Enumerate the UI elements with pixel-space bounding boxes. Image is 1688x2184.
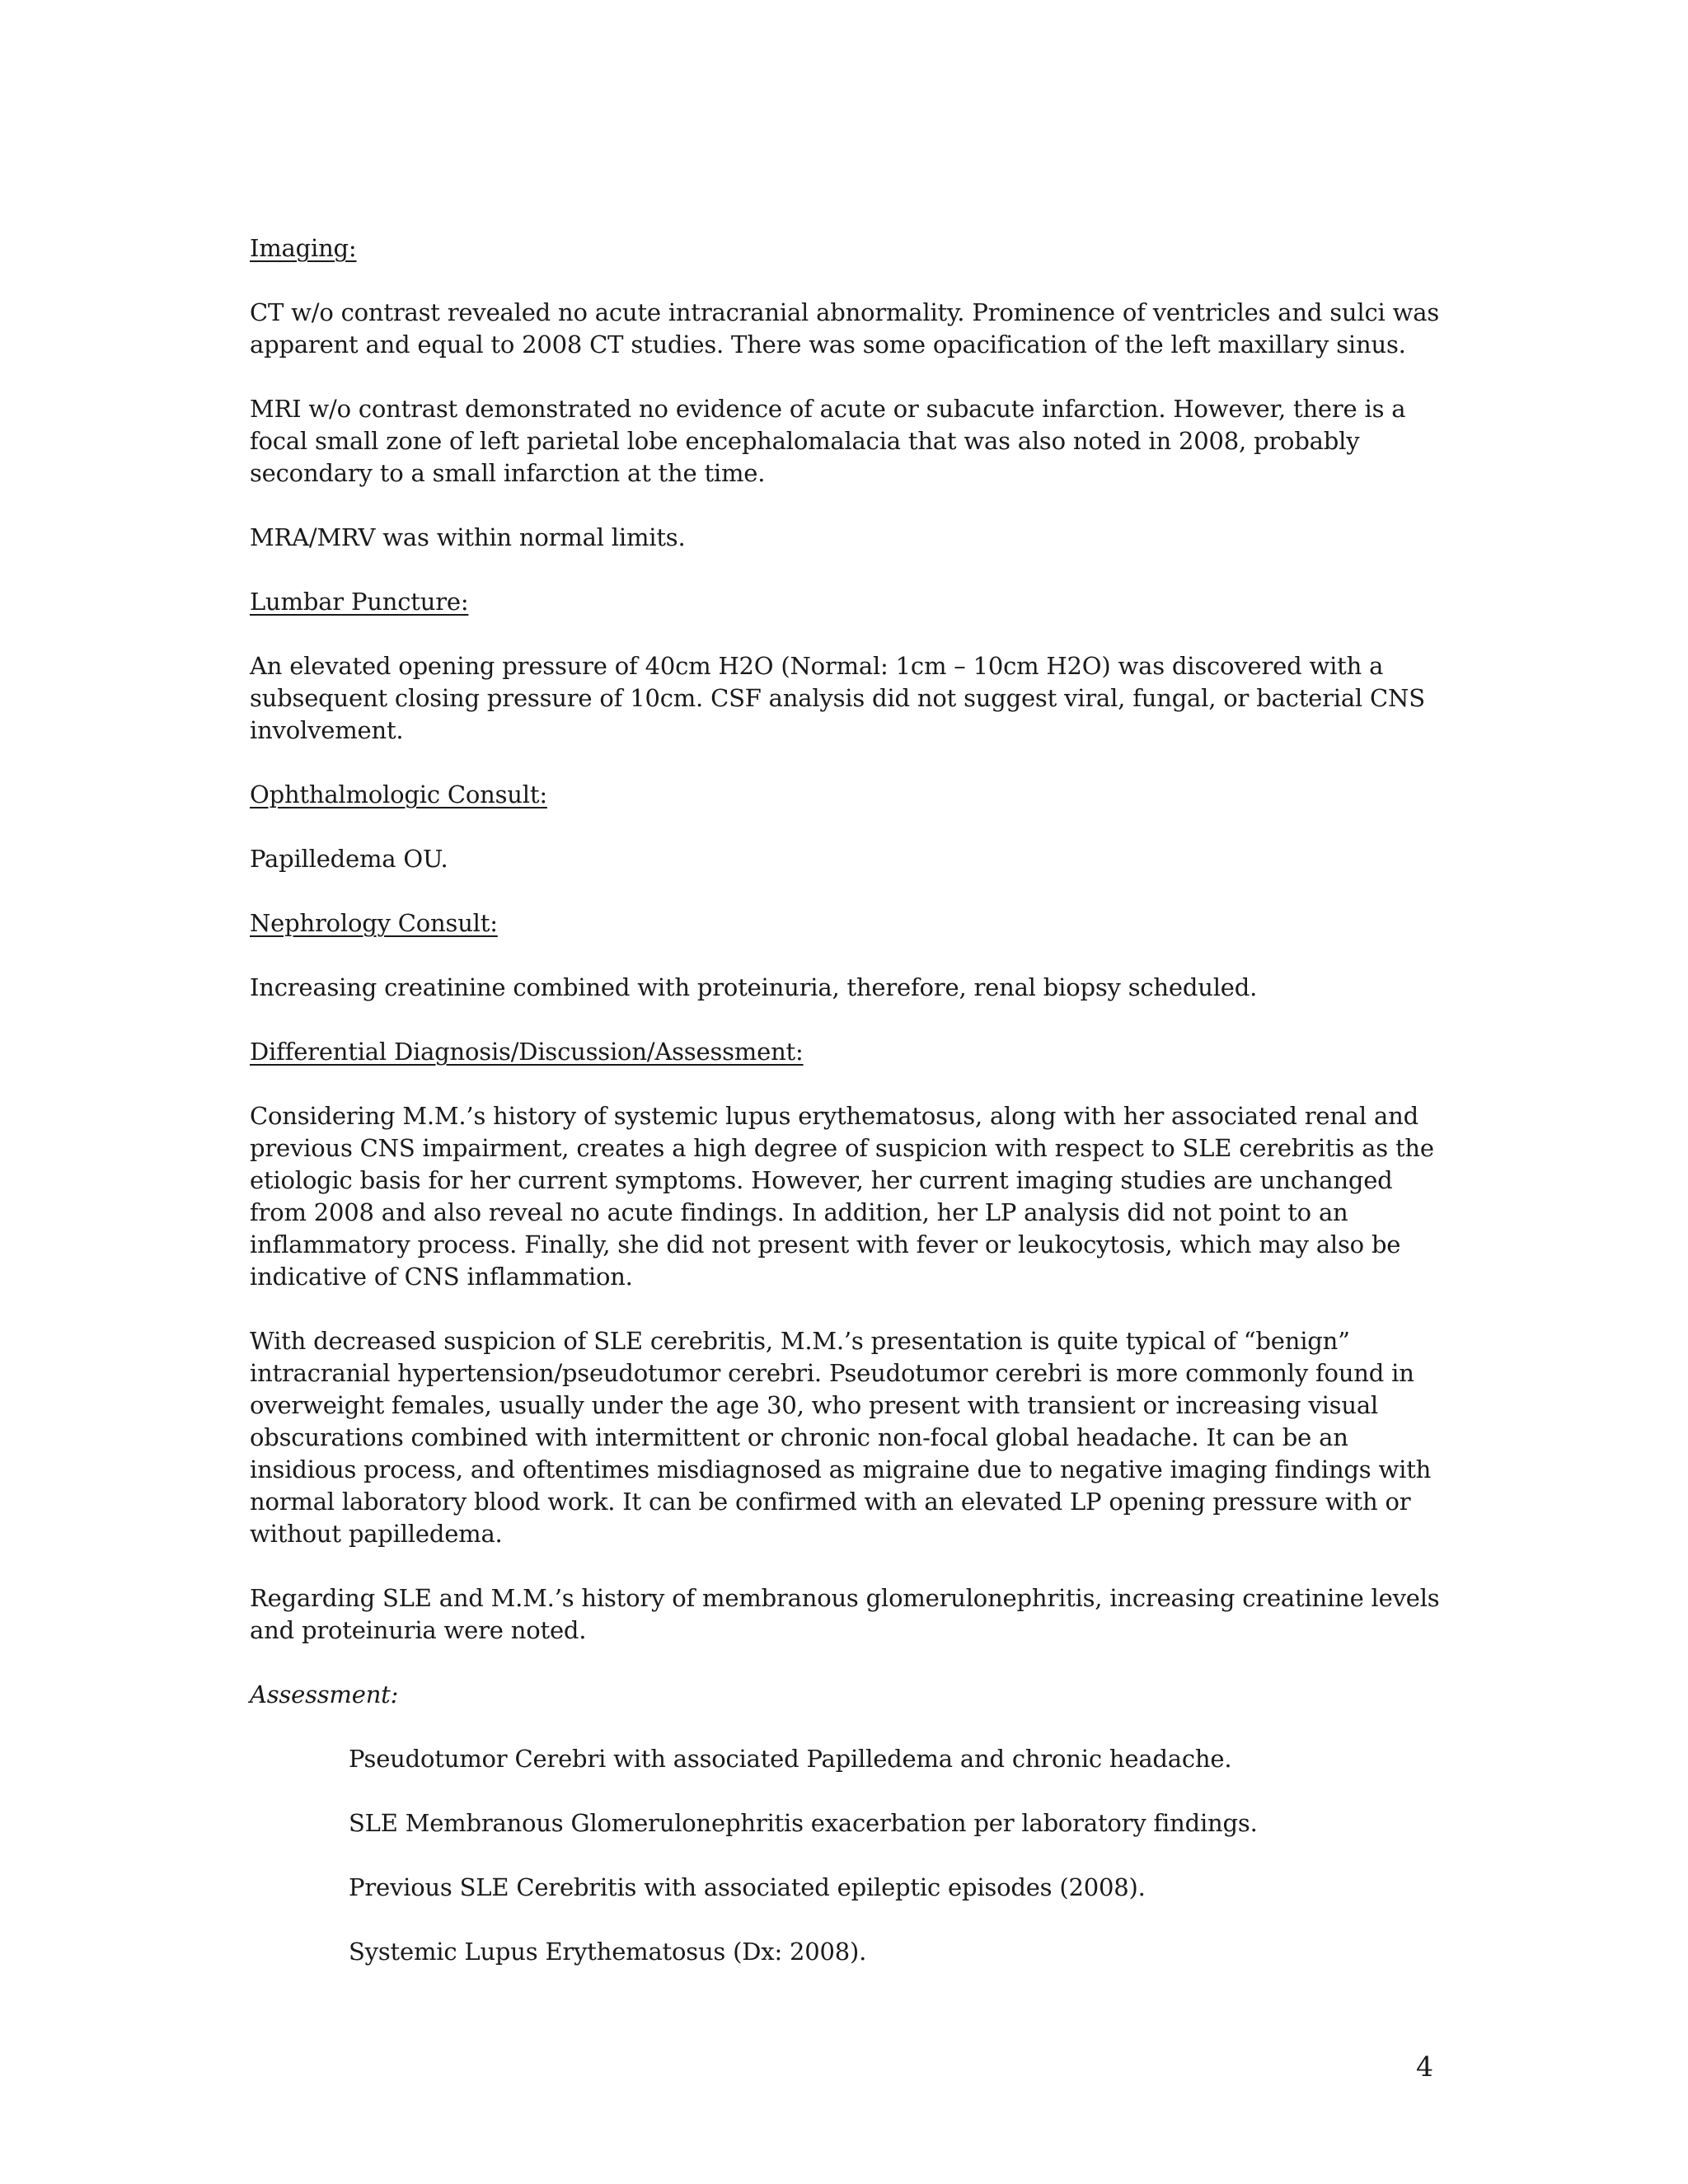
assessment-item: Systemic Lupus Erythematosus (Dx: 2008). [349,1938,867,1966]
page-number: 4 [1416,2050,1433,2083]
nephrology-consult-paragraph: Increasing creatinine combined with proteinuria, therefore, renal biopsy scheduled. [250,973,1258,1001]
page-content [250,232,1453,2000]
assessment-label: Assessment: [250,1680,399,1708]
differential-paragraph-2: With decreased suspicion of SLE cerebritis, M.M.’s presentation is quite typical of “benign” intracranial hypertension/pseudotumor cerebri. Pseudotumor cerebri is more commonly found in overweight females, usually under the age 30, who present with transient or increasing visual obscurations combined with intermittent or chronic non-focal global headache. It can be an insidious process, and oftentimes misdiagnosed as migraine due to negative imaging findings with normal laboratory blood work. It can be confirmed with an elevated LP opening pressure with or without papilledema. [250,1327,1432,1548]
differential-paragraph-1: Considering M.M.’s history of systemic lupus erythematosus, along with her associated renal and previous CNS impairment, creates a high degree of suspicion with respect to SLE cerebritis as the etiologic basis for her current symptoms. However, her current imaging studies are unchanged from 2008 and also reveal no acute findings. In addition, her LP analysis did not point to an inflammatory process. Finally, she did not present with fever or leukocytosis, which may also be indicative of CNS inflammation. [250,1102,1434,1291]
assessment-item: Pseudotumor Cerebri with associated Papilledema and chronic headache. [349,1745,1232,1773]
assessment-item: SLE Membranous Glomerulonephritis exacerbation per laboratory findings. [349,1809,1258,1837]
nephrology-consult-heading: Nephrology Consult: [250,909,498,937]
imaging-heading: Imaging: [250,234,357,262]
ophthalmologic-consult-heading: Ophthalmologic Consult: [250,780,547,808]
assessment-list [250,1743,1453,1968]
lumbar-puncture-heading: Lumbar Puncture: [250,588,469,616]
imaging-mra-paragraph: MRA/MRV was within normal limits. [250,523,686,551]
ophthalmologic-consult-paragraph: Papilledema OU. [250,845,448,873]
assessment-item: Previous SLE Cerebritis with associated epileptic episodes (2008). [349,1873,1146,1901]
differential-paragraph-3: Regarding SLE and M.M.’s history of membranous glomerulonephritis, increasing creatinine levels and proteinuria were noted. [250,1584,1440,1644]
differential-diagnosis-heading: Differential Diagnosis/Discussion/Assessment: [250,1038,804,1066]
imaging-ct-paragraph: CT w/o contrast revealed no acute intracranial abnormality. Prominence of ventricles and sulci was apparent and equal to 2008 CT studies. There was some opacification of the left maxillary sinus. [250,298,1440,359]
lumbar-puncture-paragraph: An elevated opening pressure of 40cm H2O (Normal: 1cm – 10cm H2O) was discovered with a subsequent closing pressure of 10cm. CSF analysis did not suggest viral, fungal, or bacterial CNS involvement. [250,652,1425,744]
imaging-mri-paragraph: MRI w/o contrast demonstrated no evidence of acute or subacute infarction. However, there is a focal small zone of left parietal lobe encephalomalacia that was also noted in 2008, probably secondary to a small infarction at the time. [250,395,1406,487]
